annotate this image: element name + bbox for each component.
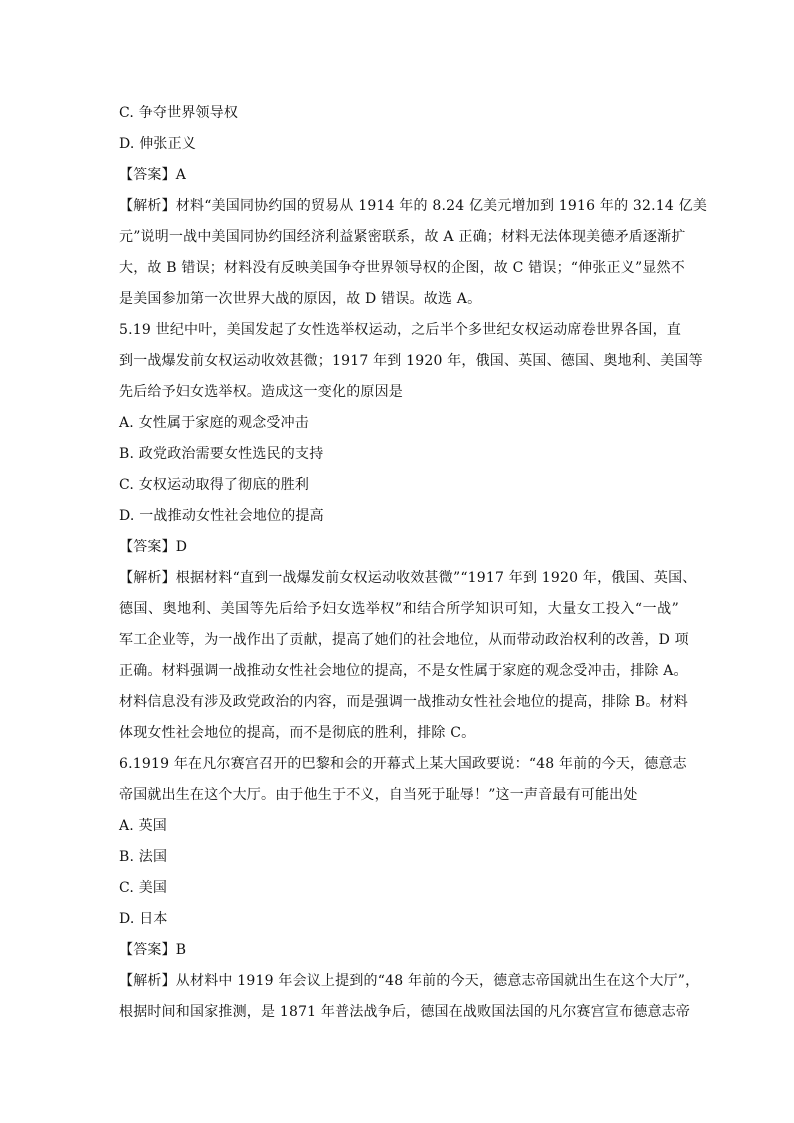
analysis-line: 德国、奥地利、美国等先后给予妇女选举权”和结合所学知识可知，大量女工投入“一战” — [119, 601, 679, 617]
analysis-line: 军工企业等，为一战作出了贡献，提高了她们的社会地位，从而带动政治权利的改善，D 项 — [119, 632, 689, 648]
analysis-line: 是美国参加第一次世界大战的原因，故 D 错误。故选 A。 — [119, 291, 482, 307]
analysis-line: 材料信息没有涉及政党政治的内容，而是强调一战推动女性社会地位的提高，排除 B。材料 — [119, 694, 688, 710]
option-d-text: D. 伸张正义 — [119, 136, 197, 152]
analysis-line: 【解析】从材料中 1919 年会议上提到的“48 年前的今天，德意志帝国就出生在这个大厅”， — [119, 973, 700, 989]
question-5-text: 先后给予妇女选举权。造成这一变化的原因是 — [119, 384, 403, 400]
analysis-line: 【解析】材料“美国同协约国的贸易从 1914 年的 8.24 亿美元增加到 1916 年的 32.14 亿美 — [119, 198, 708, 214]
option-b-text: B. 法国 — [119, 849, 168, 865]
question-6-text: 6.1919 年在凡尔赛宫召开的巴黎和会的开幕式上某大国政要说：“48 年前的今天，德意志 — [119, 756, 687, 772]
option-b-text: B. 政党政治需要女性选民的支持 — [119, 446, 324, 462]
option-a-text: A. 英国 — [119, 818, 168, 834]
question-5-text: 到一战爆发前女权运动收效甚微；1917 年到 1920 年，俄国、英国、德国、奥地利、美国等 — [119, 353, 703, 369]
option-a-text: A. 女性属于家庭的观念受冲击 — [119, 415, 310, 431]
question-6-text: 帝国就出生在这个大厅。由于他生于不义，自当死于耻辱！”这一声音最有可能出处 — [119, 787, 638, 803]
analysis-line: 大，故 B 错误；材料没有反映美国争夺世界领导权的企图，故 C 错误；“伸张正义”显然不 — [119, 260, 685, 276]
option-d-text: D. 一战推动女性社会地位的提高 — [119, 508, 324, 524]
analysis-line: 【解析】根据材料“直到一战爆发前女权运动收效甚微”“1917 年到 1920 年，俄国、英国、 — [119, 570, 697, 586]
analysis-line: 正确。材料强调一战推动女性社会地位的提高，不是女性属于家庭的观念受冲击，排除 A。 — [119, 663, 688, 679]
analysis-line: 元”说明一战中美国同协约国经济利益紧密联系，故 A 正确；材料无法体现美德矛盾逐渐扩 — [119, 229, 686, 245]
option-c-text: C. 争夺世界领导权 — [119, 105, 239, 121]
option-d-text: D. 日本 — [119, 911, 168, 927]
analysis-line: 体现女性社会地位的提高，而不是彻底的胜利，排除 C。 — [119, 725, 476, 741]
analysis-line: 根据时间和国家推测，是 1871 年普法战争后，德国在战败国法国的凡尔赛宫宣布德意志帝 — [119, 1004, 691, 1020]
question-5-text: 5.19 世纪中叶，美国发起了女性选举权运动，之后半个多世纪女权运动席卷世界各国，直 — [119, 322, 682, 338]
answer-label: 【答案】B — [119, 942, 187, 958]
answer-label: 【答案】D — [119, 539, 188, 555]
option-c-text: C. 女权运动取得了彻底的胜利 — [119, 477, 310, 493]
answer-label: 【答案】A — [119, 167, 187, 183]
option-c-text: C. 美国 — [119, 880, 168, 896]
